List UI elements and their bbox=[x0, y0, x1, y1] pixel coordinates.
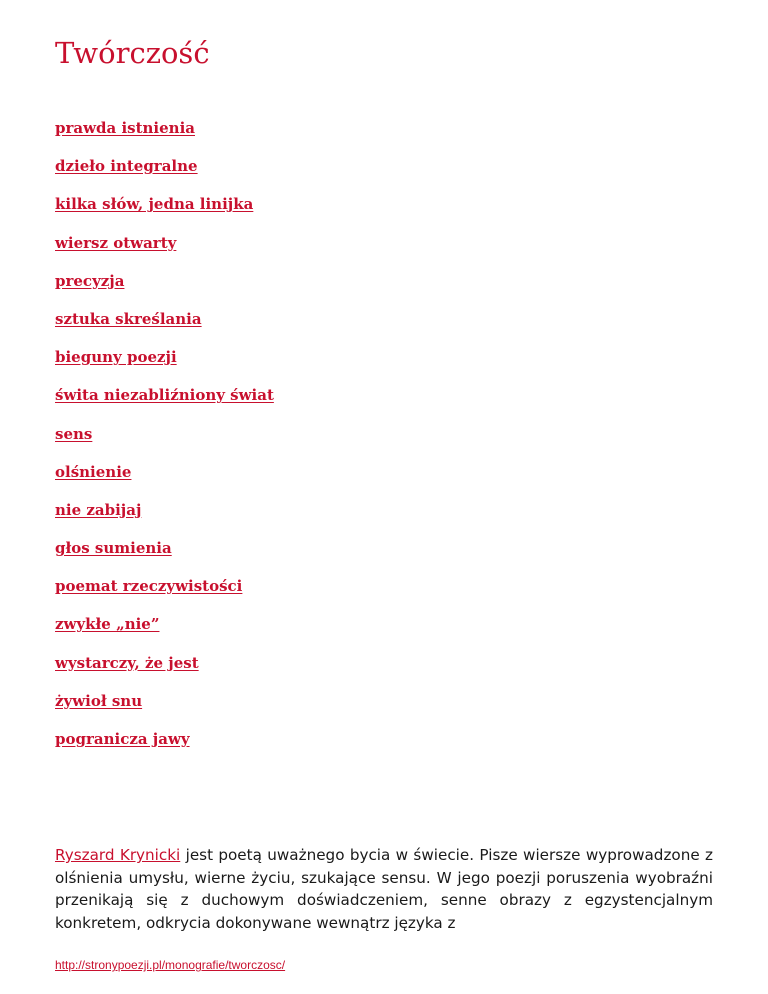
intro-paragraph bbox=[55, 844, 713, 934]
list-item bbox=[55, 118, 274, 156]
toc-link-dzielo-integralne[interactable]: dzieło integralne bbox=[55, 157, 198, 176]
table-of-contents bbox=[55, 118, 274, 767]
toc-link-prawda-istnienia[interactable]: prawda istnienia bbox=[55, 119, 195, 137]
list-item bbox=[55, 271, 274, 309]
page-title: Twórczość bbox=[55, 36, 210, 70]
toc-link-glos-sumienia[interactable]: głos sumienia bbox=[55, 539, 172, 558]
toc-link-wiersz-otwarty[interactable]: wiersz otwarty bbox=[55, 233, 177, 252]
toc-link-sztuka-skreslania[interactable]: sztuka skreślania bbox=[55, 309, 202, 328]
toc-link-swita-niezabliznony-swiat[interactable]: świta niezabliźniony świat bbox=[55, 386, 274, 405]
list-item bbox=[55, 309, 274, 347]
list-item bbox=[55, 500, 274, 538]
list-item bbox=[55, 233, 274, 271]
list-item bbox=[55, 691, 274, 729]
list-item bbox=[55, 156, 274, 194]
source-url-link[interactable]: http://stronypoezji.pl/monografie/tworczosc/ bbox=[55, 958, 286, 972]
toc-link-zywiol-snu[interactable]: żywioł snu bbox=[55, 691, 143, 710]
list-item bbox=[55, 576, 274, 614]
intro-text: jest poetą uważnego bycia w świecie. Pisze wiersze wyprowadzone z olśnienia umysłu, wierne życiu, szukające sensu. W jego poezji poruszenia wyobraźni przenikają się z duchowym doświadczeniem, senne obrazy z egzystencjalnym konkretem, odkrycia dokonywane wewnątrz języka z bbox=[55, 846, 713, 932]
toc-link-olsnienie[interactable]: olśnienie bbox=[55, 462, 132, 481]
list-item bbox=[55, 538, 274, 576]
toc-link-kilka-slow[interactable]: kilka słów, jedna linijka bbox=[55, 195, 254, 214]
toc-link-sens[interactable]: sens bbox=[55, 424, 93, 443]
author-link[interactable]: Ryszard Krynicki bbox=[55, 846, 181, 864]
list-item bbox=[55, 653, 274, 691]
list-item bbox=[55, 614, 274, 652]
toc-link-precyzja[interactable]: precyzja bbox=[55, 271, 125, 290]
toc-link-bieguny-poezji[interactable]: bieguny poezji bbox=[55, 348, 177, 367]
toc-link-poemat-rzeczywistosci[interactable]: poemat rzeczywistości bbox=[55, 577, 243, 596]
toc-link-pogranicza-jawy[interactable]: pogranicza jawy bbox=[55, 730, 190, 748]
toc-link-zwykle-nie[interactable]: zwykłe „nie” bbox=[55, 615, 160, 634]
list-item bbox=[55, 347, 274, 385]
list-item bbox=[55, 194, 274, 232]
list-item bbox=[55, 729, 274, 767]
toc-link-nie-zabijaj[interactable]: nie zabijaj bbox=[55, 500, 142, 519]
list-item bbox=[55, 385, 274, 423]
toc-link-wystarczy-ze-jest[interactable]: wystarczy, że jest bbox=[55, 653, 199, 672]
list-item bbox=[55, 462, 274, 500]
list-item bbox=[55, 424, 274, 462]
